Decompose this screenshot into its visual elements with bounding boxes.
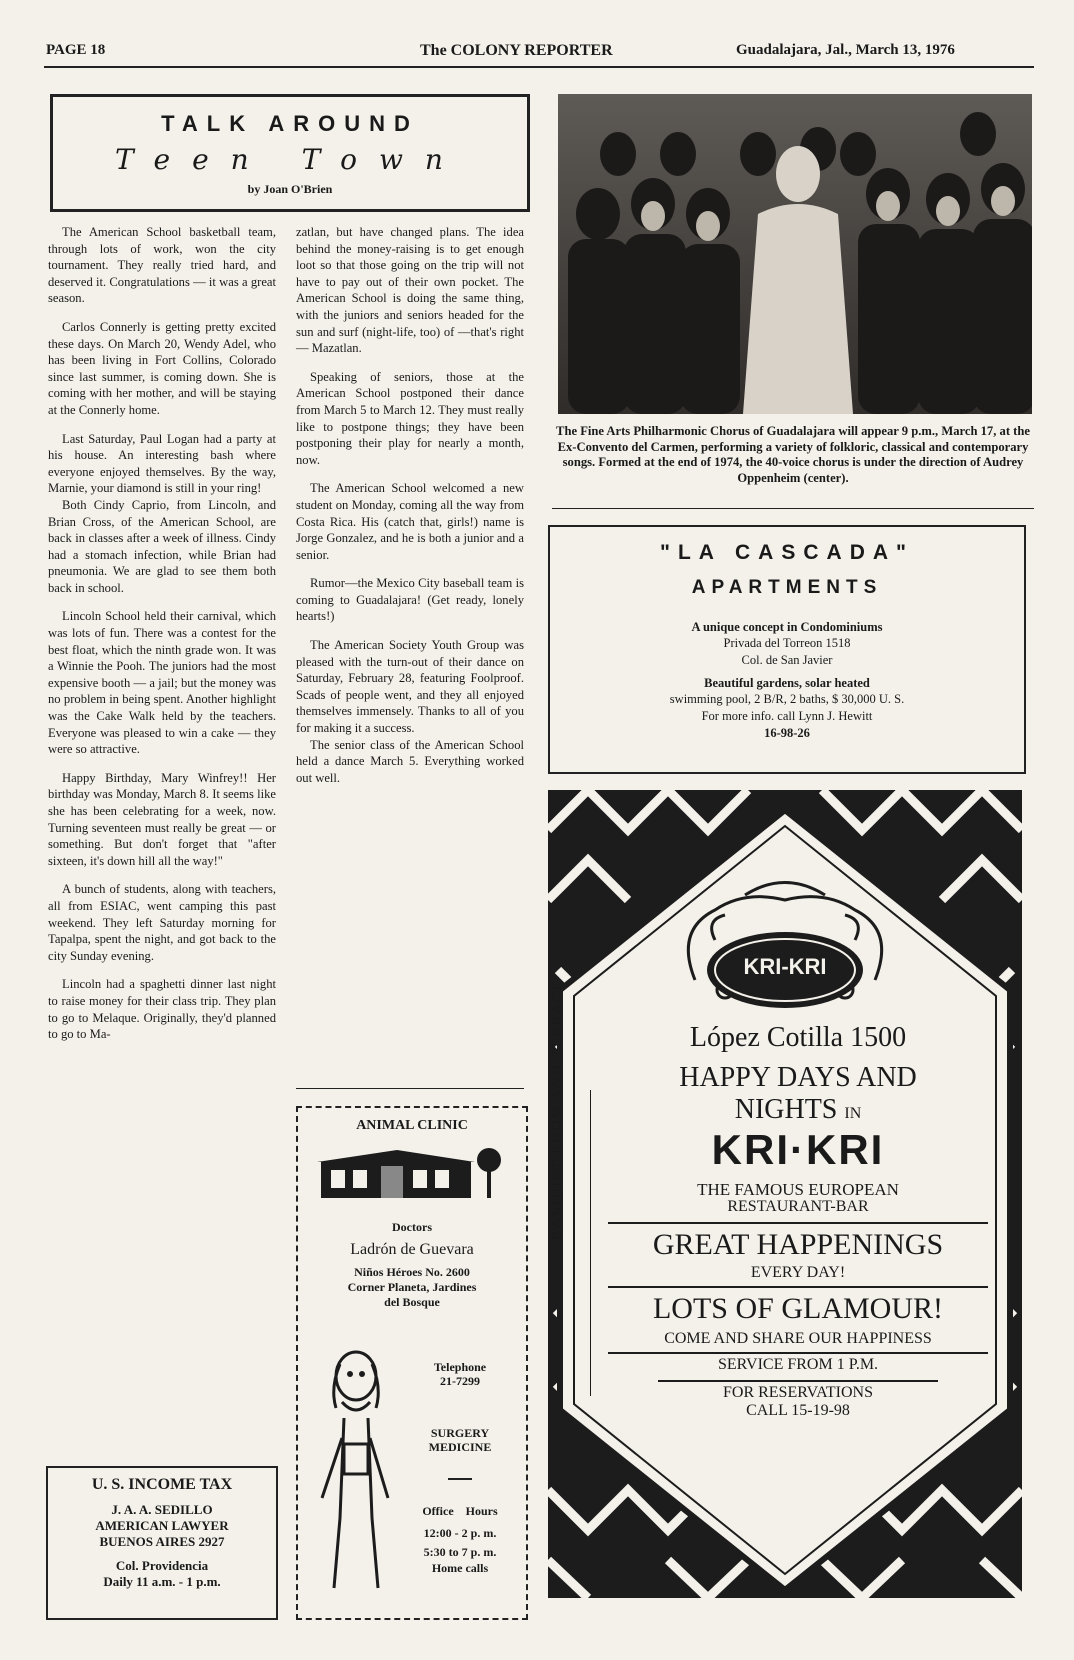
clinic-address: Niños Héroes No. 2600 bbox=[354, 1265, 470, 1279]
paragraph: Last Saturday, Paul Logan had a party at his house. An interesting bash where everyone enjoyed themselves. By the way, Marnie, your diamond is still in your ring! bbox=[48, 431, 276, 496]
clinic-hours-1: 12:00 - 2 p. m. bbox=[423, 1526, 497, 1540]
byline: by Joan O'Brien bbox=[247, 182, 333, 196]
dog-mascot-icon bbox=[312, 1348, 396, 1598]
great-happenings: GREAT HAPPENINGS bbox=[652, 1228, 944, 1261]
clinic-medicine: MEDICINE bbox=[428, 1440, 492, 1454]
ad-title: "LA CASCADA" bbox=[660, 541, 914, 564]
come-and-share: COME AND SHARE OUR HAPPINESS bbox=[664, 1330, 932, 1347]
tax-line: J. A. A. SEDILLO bbox=[111, 1502, 213, 1517]
clinic-home-calls: Home calls bbox=[431, 1561, 489, 1575]
divider bbox=[608, 1352, 988, 1354]
column-header-box bbox=[50, 94, 530, 212]
clinic-doctor-name: Ladrón de Guevara bbox=[350, 1241, 474, 1258]
tax-hours: Daily 11 a.m. - 1 p.m. bbox=[103, 1574, 221, 1589]
clinic-phone-block bbox=[404, 1360, 516, 1388]
tax-line: Col. Providencia bbox=[115, 1558, 209, 1573]
ad-phone: 16-98-26 bbox=[764, 726, 810, 740]
paragraph: Carlos Connerly is getting pretty excited these days. On March 20, Wendy Adel, who has been living in Fort Collins, Colorado since last summer, is coming down. She is coming with her mother, and will be staying at the Connerly home. bbox=[48, 319, 276, 417]
column-script-title: Teen Town bbox=[115, 143, 465, 176]
paragraph: Speaking of seniors, those at the American School postponed their dance from March 5 to March 12. They must really like to postpone things; they have been postponing their play for nearly a month, now. bbox=[296, 369, 524, 467]
dateline: Guadalajara, Jal., March 13, 1976 bbox=[736, 42, 955, 58]
reservations-line: FOR RESERVATIONS bbox=[722, 1384, 873, 1401]
ad-line: Col. de San Javier bbox=[741, 653, 833, 667]
paragraph: The American Society Youth Group was pleased with the turn-out of their dance on Saturday, February 28, featuring Foolproof. Scads of people went, and they all enjoyed themselves immensely. Thanks to all of you for making it a success. bbox=[296, 638, 524, 736]
nights-line bbox=[608, 1094, 988, 1126]
divider bbox=[608, 1222, 988, 1224]
ad-line: swimming pool, 2 B/R, 2 baths, $ 30,000 U. S. bbox=[669, 692, 905, 706]
page-number: PAGE 18 bbox=[46, 42, 106, 58]
paragraph: A bunch of students, along with teachers, all from ESIAC, went camping this past weekend. They left Saturday morning for Tapalpa, spent the night, and got back to the city Sunday evening. bbox=[48, 882, 276, 963]
happy-days-line: HAPPY DAYS AND bbox=[679, 1062, 917, 1093]
paragraph: Happy Birthday, Mary Winfrey!! Her birthday was Monday, March 8. It seems like she has been celebrating for a week, now. Turning seventeen must really be great — or something. But don't forget that "after sixteen, it's down hill all the way!" bbox=[48, 770, 276, 868]
paragraph: Lincoln School held their carnival, which was lots of fun. There was a contest for the best float, which the ninth grade won. It was a Winnie the Pooh. The juniors had the most expensive booth — a jail; but the money was no problem in being spent. Another highlight was the Cake Walk held by the teachers. Everyone was pleased to win a cake — they were so attractive. bbox=[48, 609, 276, 757]
every-day: EVERY DAY! bbox=[750, 1264, 846, 1281]
newspaper-name: The COLONY REPORTER bbox=[420, 42, 613, 59]
ad-line: Beautiful gardens, solar heated bbox=[704, 676, 870, 690]
paragraph: Rumor—the Mexico City baseball team is coming to Guadalajara! (Get ready, lonely hearts!) bbox=[296, 576, 524, 624]
logo-text: KRI-KRI bbox=[743, 954, 827, 979]
famous-line: THE FAMOUS EUROPEAN bbox=[697, 1180, 899, 1199]
masthead-rule bbox=[44, 66, 1034, 68]
clinic-services bbox=[404, 1426, 516, 1454]
photo-caption: The Fine Arts Philharmonic Chorus of Guadalajara will appear 9 p.m., March 17, at the Ex-Convento del Carmen, performing a variety of folkloric, classical and contemporary songs. Formed at the end of 1974, the 40-voice chorus is under the direction of Audrey Oppenheim (center). bbox=[556, 424, 1030, 485]
kri-kri-ad bbox=[548, 790, 1022, 1598]
clinic-surgery: SURGERY bbox=[430, 1426, 490, 1440]
clinic-office-label: Office bbox=[422, 1504, 454, 1518]
service-hours: SERVICE FROM 1 P.M. bbox=[717, 1356, 879, 1373]
in-word: IN bbox=[844, 1105, 862, 1122]
paragraph: Lincoln had a spaghetti dinner last night to raise money for their class trip. They plan to go to Melaque. Originally, they'd planned to go to Ma- bbox=[48, 977, 276, 1042]
tax-title: U. S. INCOME TAX bbox=[91, 1476, 233, 1493]
clinic-building-icon bbox=[317, 1142, 507, 1202]
clinic-doctors: Doctors bbox=[392, 1220, 432, 1234]
ad-line: Privada del Torreon 1518 bbox=[723, 636, 851, 650]
clinic-tel: 21-7299 bbox=[440, 1374, 480, 1388]
ad-line: A unique concept in Condominiums bbox=[691, 620, 883, 634]
divider bbox=[448, 1478, 472, 1480]
article-column-right bbox=[296, 224, 524, 798]
tax-line: BUENOS AIRES 2927 bbox=[99, 1534, 225, 1549]
clinic-address: Corner Planeta, Jardines bbox=[347, 1280, 477, 1294]
ad-line: For more info. call Lynn J. Hewitt bbox=[701, 709, 873, 723]
clinic-hours-label: Hours bbox=[465, 1504, 498, 1518]
clinic-address: del Bosque bbox=[384, 1295, 440, 1309]
side-text: BANQUET ROOM AND TERRACE bbox=[550, 979, 565, 1241]
reservations-phone: CALL 15-19-98 bbox=[746, 1402, 850, 1419]
paragraph: zatlan, but have changed plans. The idea behind the money-raising is to get enough loot so that those going on the trip will not have to pay out of their own pocket. The American School is doing the same thing, with the juniors and seniors headed for the sun and surf (night-life, too) of —that's right — Mazatlan. bbox=[296, 225, 524, 356]
divider bbox=[608, 1286, 988, 1288]
paragraph: The American School welcomed a new student on Monday, coming all the way from Costa Rica. His (catch that, girls!) name is Jorge Gonzalez, and he is both a junior and a senior. bbox=[296, 481, 524, 562]
paragraph: Both Cindy Caprio, from Lincoln, and Brian Cross, of the American School, are back in classes after a week of illness. Cindy had a stomach infection, while Brian had pneumonia. We are glad to see them both back in school. bbox=[48, 497, 276, 595]
clinic-hours-2: 5:30 to 7 p. m. bbox=[423, 1545, 497, 1559]
animal-clinic-ad bbox=[296, 1106, 528, 1620]
paragraph: The American School basketball team, through lots of work, won the city tournament. They really tried hard, and deserved it. Congratulations — it was a great season. bbox=[48, 225, 276, 306]
side-divider bbox=[590, 1090, 591, 1396]
income-tax-ad bbox=[46, 1466, 278, 1620]
clinic-hours-block bbox=[404, 1500, 516, 1576]
tax-line: AMERICAN LAWYER bbox=[95, 1518, 229, 1533]
la-cascada-ad bbox=[548, 525, 1026, 774]
logo-ornament-icon bbox=[665, 870, 905, 1020]
clinic-tel-label: Telephone bbox=[433, 1360, 487, 1374]
clinic-hours-header bbox=[404, 1500, 516, 1522]
column-rule bbox=[296, 1088, 524, 1089]
caption-rule bbox=[552, 508, 1034, 509]
paragraph: The senior class of the American School held a dance March 5. Everything worked out well. bbox=[296, 737, 524, 785]
article-column-left bbox=[48, 224, 276, 1055]
restaurant-address: López Cotilla 1500 bbox=[689, 1022, 907, 1053]
lots-of-glamour: LOTS OF GLAMOUR! bbox=[652, 1292, 943, 1325]
brand-name: KRI·KRI bbox=[711, 1126, 885, 1173]
restaurant-bar-line: RESTAURANT-BAR bbox=[727, 1198, 869, 1215]
divider bbox=[658, 1380, 938, 1382]
column-title: TALK AROUND bbox=[161, 111, 419, 136]
clinic-title: ANIMAL CLINIC bbox=[356, 1118, 468, 1133]
chorus-illustration bbox=[558, 94, 1032, 414]
nights-word: NIGHTS bbox=[734, 1094, 838, 1125]
kri-kri-logo bbox=[665, 870, 905, 1020]
ad-subtitle: APARTMENTS bbox=[691, 577, 883, 598]
chorus-photo bbox=[558, 94, 1032, 414]
